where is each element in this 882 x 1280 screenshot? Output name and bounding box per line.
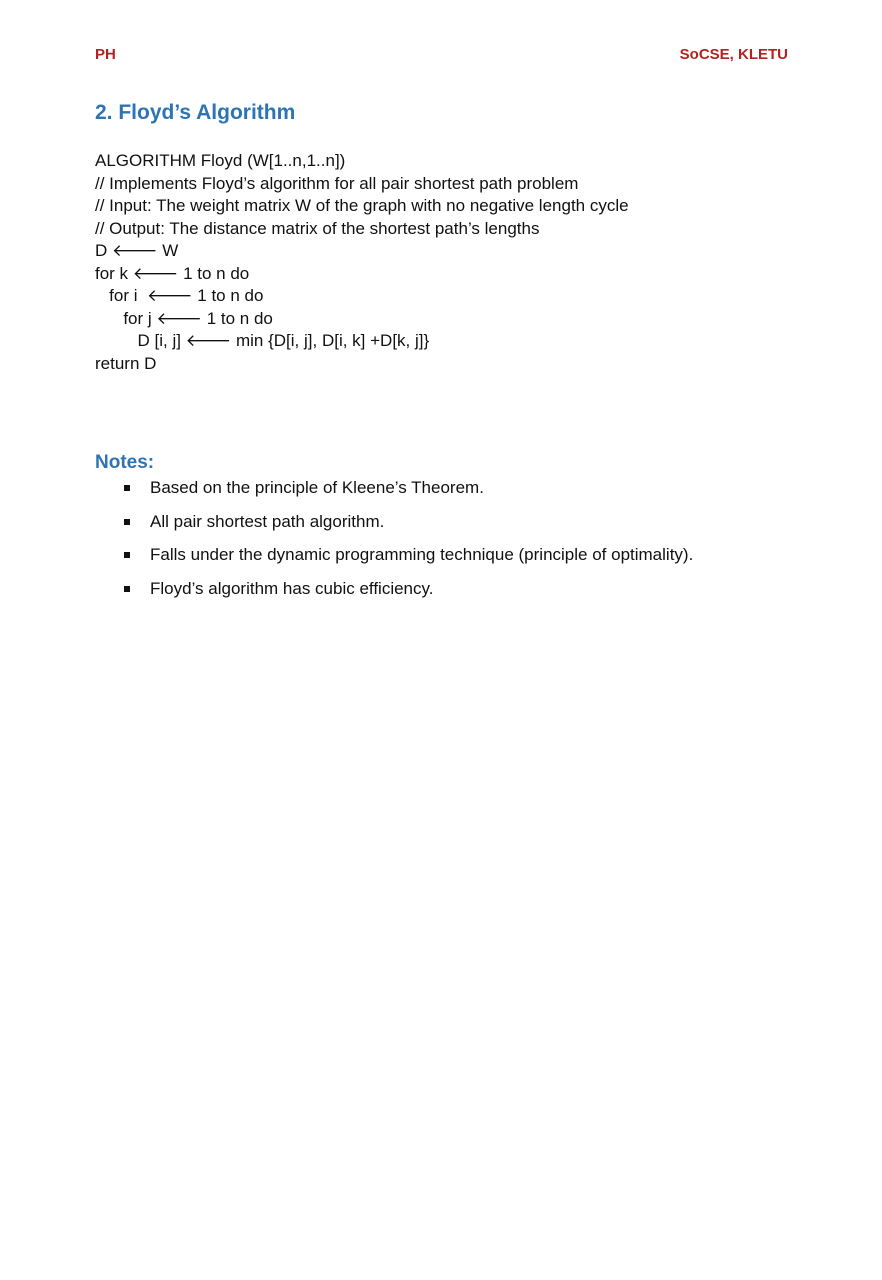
header-right: SoCSE, KLETU: [679, 46, 788, 63]
algorithm-line: for i 🡐 1 to n do: [95, 286, 264, 305]
notes-item-text: All pair shortest path algorithm.: [150, 511, 385, 531]
square-bullet-icon: [124, 485, 130, 491]
algorithm-line: // Implements Floyd’s algorithm for all pair shortest path problem: [95, 173, 579, 193]
notes-list: [123, 477, 693, 611]
notes-item: [123, 544, 693, 578]
notes-item-text: Based on the principle of Kleene’s Theorem.: [150, 478, 484, 497]
notes-item: [123, 578, 693, 612]
square-bullet-icon: [124, 586, 130, 592]
notes-item: [123, 511, 693, 545]
algorithm-line: D 🡐 W: [95, 241, 179, 260]
algorithm-line: for j 🡐 1 to n do: [95, 308, 273, 328]
algorithm-line: for k 🡐 1 to n do: [95, 263, 250, 283]
section-title: 2. Floyd’s Algorithm: [95, 101, 296, 124]
algorithm-line: ALGORITHM Floyd (W[1..n,1..n]): [95, 151, 346, 170]
square-bullet-icon: [124, 519, 130, 525]
header-left: PH: [95, 46, 116, 63]
algorithm-line: D [i, j] 🡐 min {D[i, j], D[i, k] +D[k, j]}: [95, 331, 430, 350]
algorithm-line: // Input: The weight matrix W of the graph with no negative length cycle: [95, 196, 629, 215]
algorithm-line: // Output: The distance matrix of the shortest path’s lengths: [95, 218, 540, 238]
algorithm-block: [95, 150, 629, 375]
square-bullet-icon: [124, 552, 130, 558]
notes-item-text: Floyd’s algorithm has cubic efficiency.: [150, 578, 434, 598]
notes-item-text: Falls under the dynamic programming technique (principle of optimality).: [150, 545, 694, 564]
notes-heading: Notes:: [95, 452, 155, 473]
algorithm-line: return D: [95, 353, 157, 373]
notes-item: [123, 477, 693, 511]
